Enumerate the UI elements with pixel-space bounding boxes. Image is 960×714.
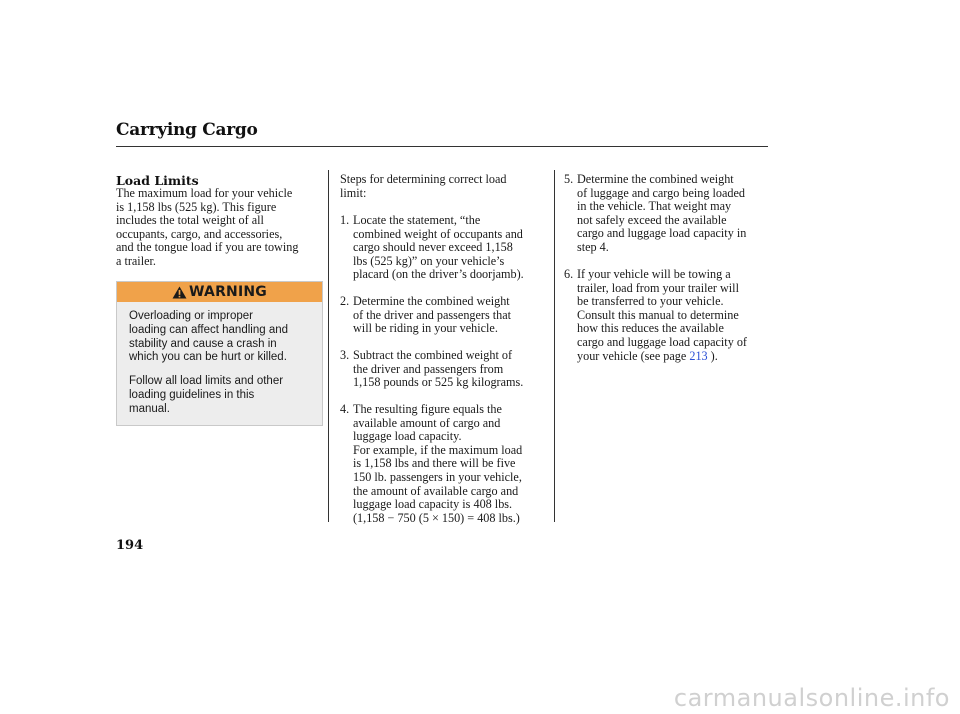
step-text: Locate the statement, “the combined weight of occupants and cargo should never exceed 1,158 lbs (525 kg)” on your vehicle’s placard (on the driver’s doorjamb). (353, 213, 524, 282)
step-text-after: ). (707, 348, 718, 363)
column-divider-1 (328, 170, 329, 522)
warning-triangle-icon (172, 286, 187, 299)
step-text-body: If your vehicle will be towing a trailer, load from your trailer will be transferred to your vehicle. Consult this manual to determine how this reduces the available cargo and luggage load capacity of your vehicle (see page (577, 267, 747, 363)
step-item-1 (340, 213, 550, 282)
step-text (577, 268, 777, 363)
step-item-5 (564, 172, 774, 254)
column-divider-2 (554, 170, 555, 522)
warning-title: WARNING (189, 284, 267, 300)
step-item-3 (340, 349, 550, 390)
step-text: Determine the combined weight of luggage and cargo being loaded in the vehicle. That weight may not safely exceed the available cargo and luggage load capacity in step 4. (577, 172, 747, 254)
step-number: 6. (564, 267, 574, 281)
step-text: Subtract the combined weight of the driver and passengers from 1,158 pounds or 525 kg kilograms. (353, 348, 524, 390)
step-number: 2. (340, 294, 350, 308)
warning-paragraph-2: Follow all load limits and other loading guidelines in this manual. (129, 375, 284, 415)
step-text: Determine the combined weight of the driver and passengers that will be riding in your vehicle. (353, 294, 512, 336)
warning-box (116, 281, 323, 426)
page-title: Carrying Cargo (116, 120, 258, 140)
section-heading-load-limits: Load Limits (116, 173, 199, 188)
step-number: 5. (564, 172, 574, 186)
step-item-2 (340, 295, 550, 336)
watermark: carmanualsonline.info (673, 684, 950, 712)
steps-intro: Steps for determining correct load limit: (340, 172, 507, 200)
step-number: 3. (340, 348, 350, 362)
step-item-4 (340, 402, 550, 525)
step-text: The resulting figure equals the available amount of cargo and luggage load capacity. For example, if the maximum load is 1,158 lbs and there will be five 150 lb. passengers in your vehicle, the amount of available cargo and luggage load capacity is 408 lbs. (1,158 − 750 (5 × 150) = 408 lbs.) (353, 402, 523, 525)
load-limits-text: The maximum load for your vehicle is 1,158 lbs (525 kg). This figure includes the total weight of all occupants, cargo, and accessories, and the tongue load if you are towing a trailer. (116, 186, 299, 268)
warning-header (117, 282, 322, 302)
page-number: 194 (116, 538, 144, 553)
page-link-213[interactable]: 213 (689, 348, 708, 363)
step-number: 1. (340, 213, 350, 227)
step-item-6 (564, 267, 774, 363)
step-number: 4. (340, 402, 350, 416)
warning-paragraph-1: Overloading or improper loading can affect handling and stability and cause a crash in which you can be hurt or killed. (129, 310, 289, 364)
header-rule (116, 146, 768, 147)
